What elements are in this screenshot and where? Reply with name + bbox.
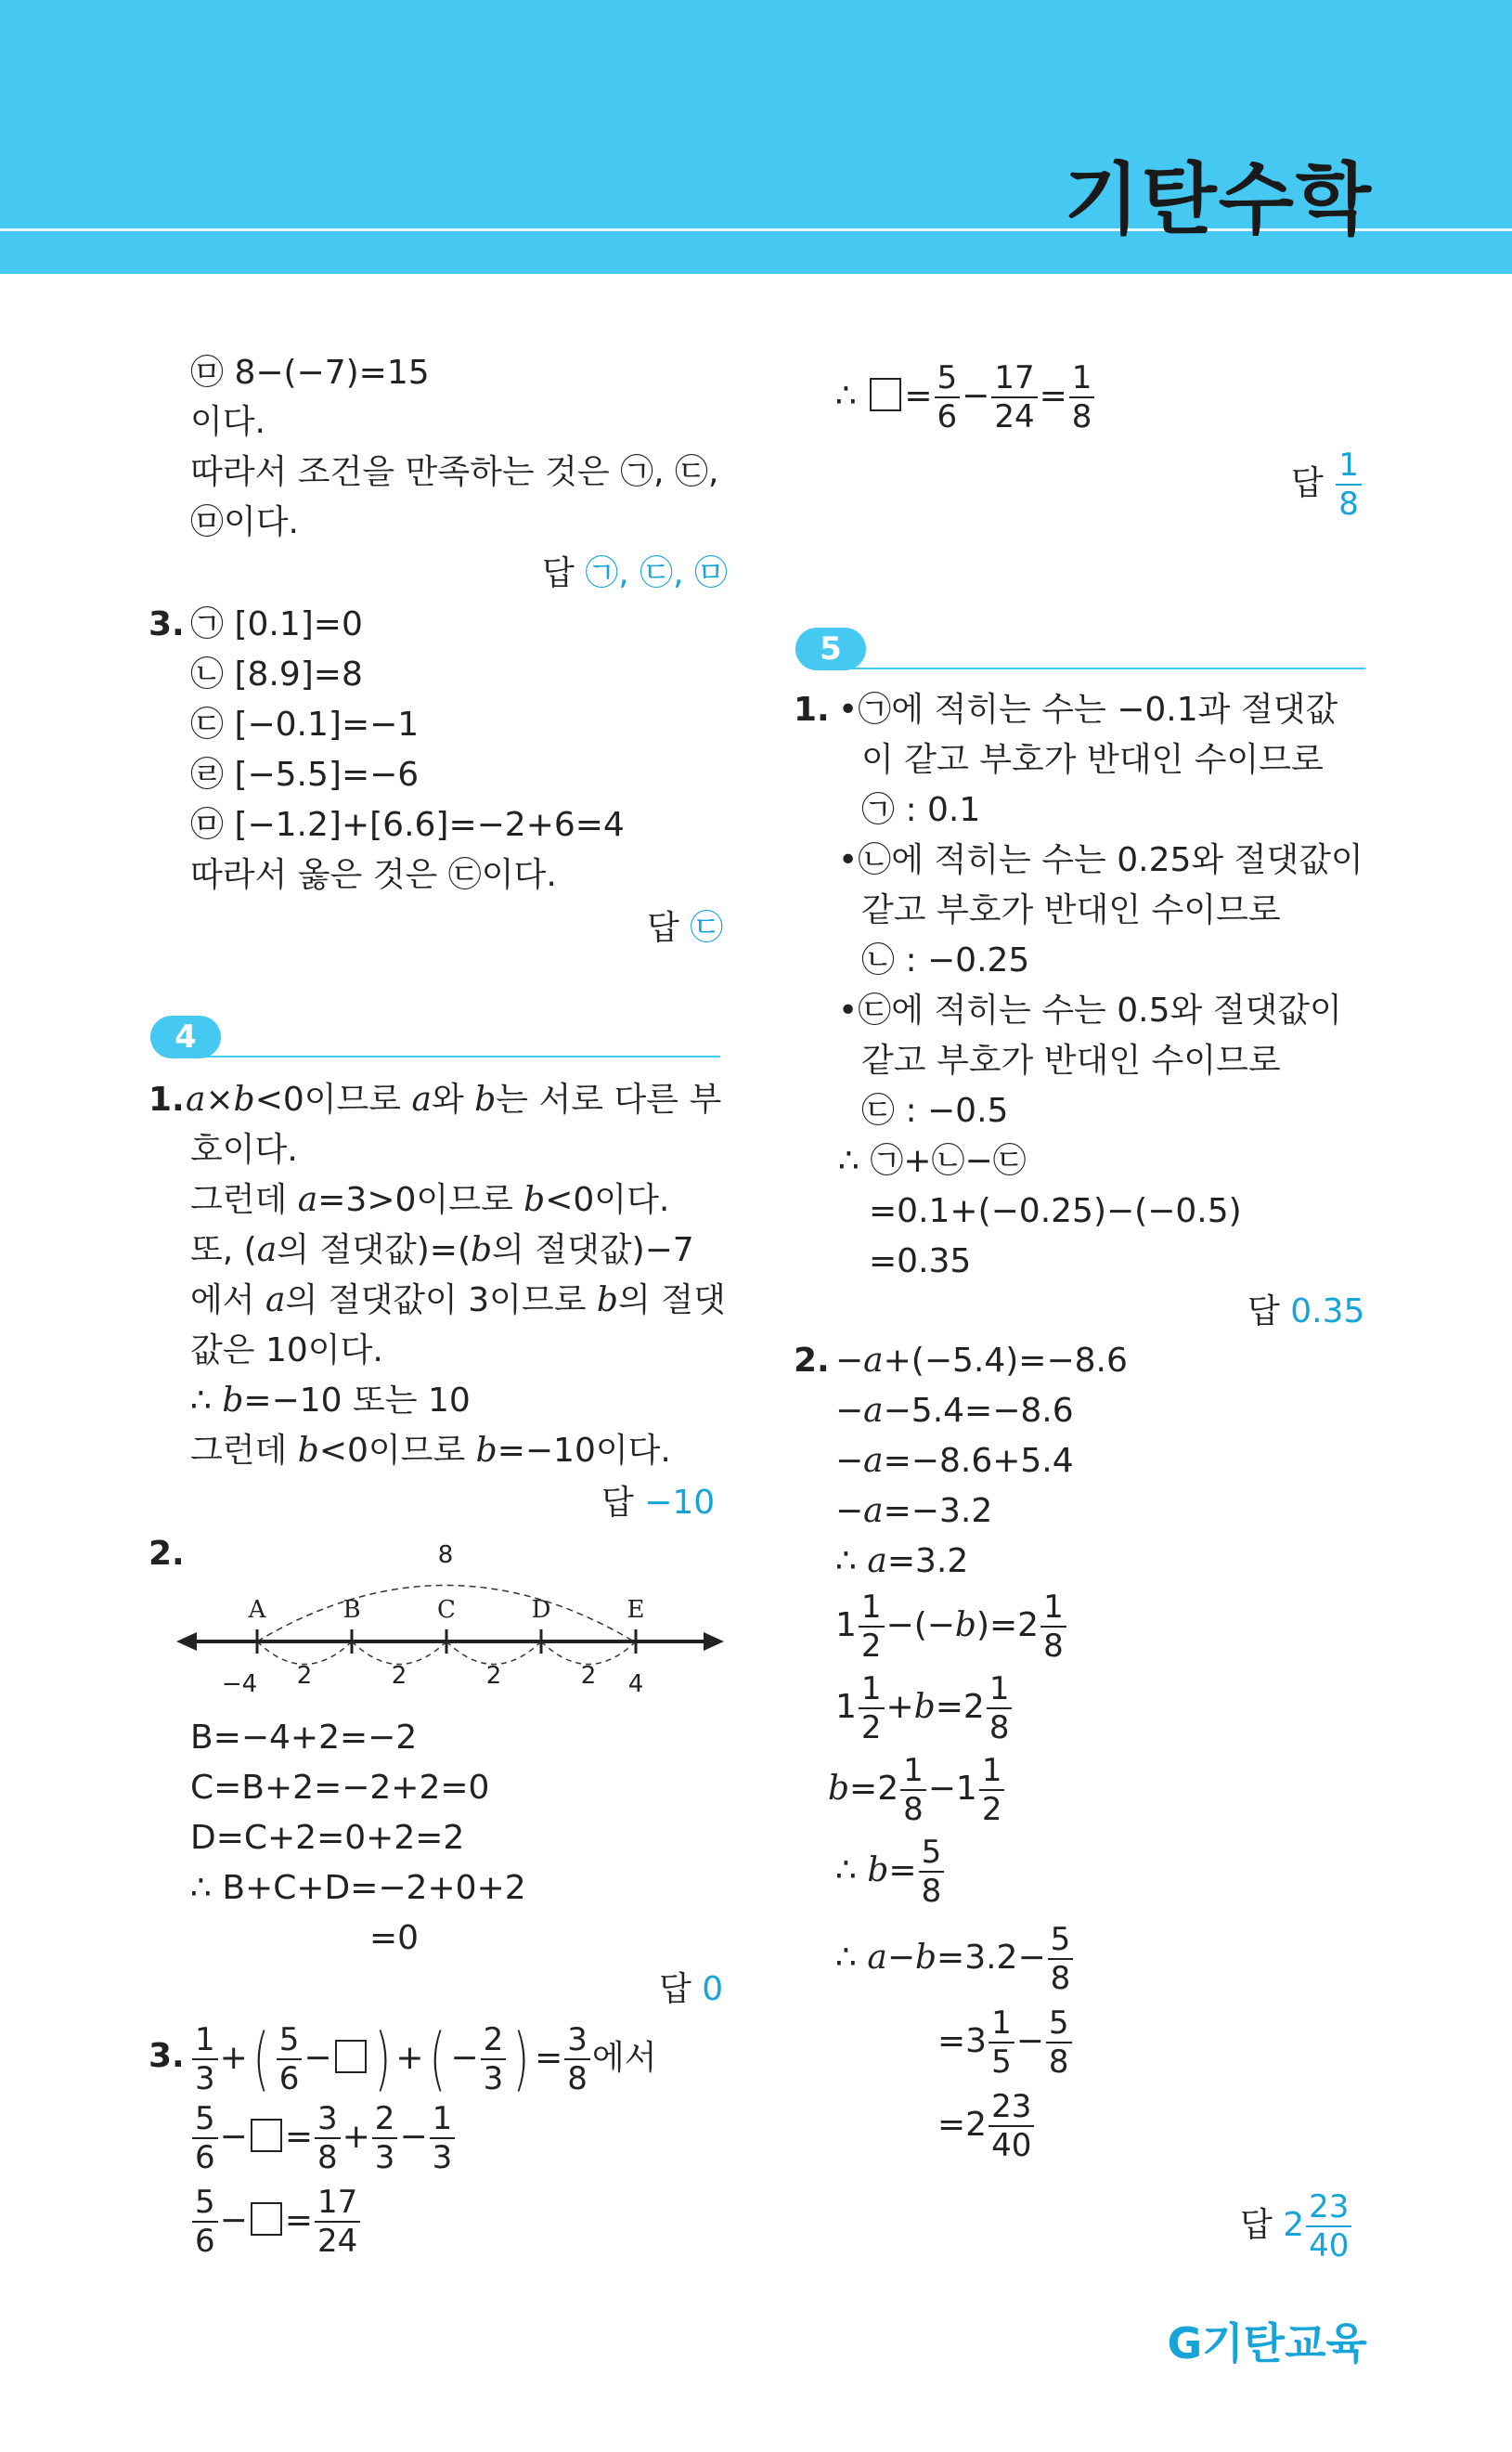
- text-line: •㉢에 적히는 수는 0.5와 절댓값이: [838, 992, 1342, 1030]
- text-line: ㉣ [−5.5]=−6: [190, 756, 420, 794]
- text-line: ㉠ : 0.1: [861, 791, 981, 829]
- answer-value: 2 $\frac{23}{40}$: [1283, 2206, 1353, 2244]
- gap-label: 2: [485, 1662, 502, 1690]
- text-line: −a=−8.6+5.4: [835, 1442, 1074, 1480]
- point-label: D: [531, 1596, 551, 1624]
- text-line: 따라서 조건을 만족하는 것은 ㉠, ㉢,: [190, 453, 719, 491]
- answer-line: [542, 553, 728, 594]
- equation-line: =2 $\frac{23}{40}$: [937, 2091, 1036, 2161]
- section-header-5: [795, 628, 1365, 670]
- equation-line: ∴ b= $\frac{5}{8}$: [835, 1836, 946, 1907]
- text-line: 같고 부호가 반대인 수이므로: [861, 1042, 1281, 1080]
- gap-arc: [541, 1641, 636, 1665]
- text-line: −a−5.4=−8.6: [835, 1392, 1074, 1430]
- text-line: 값은 10이다.: [190, 1331, 383, 1369]
- question-number: 1.: [149, 1081, 185, 1119]
- page-header: [0, 0, 1512, 274]
- equation-line: ∴ = $\frac{5}{6}$ − $\frac{17}{24}$ = $\frac{1}{8}$: [835, 362, 1096, 433]
- left-value: −4: [221, 1670, 258, 1698]
- text-line: 따라서 옳은 것은 ㉢이다.: [190, 856, 557, 894]
- text-line: ∴ b=−10 또는 10: [190, 1382, 471, 1420]
- question-number: 2.: [794, 1342, 830, 1380]
- text-line: =0: [369, 1919, 420, 1957]
- section-rule: [851, 668, 1365, 669]
- answer-label: 답: [1247, 1292, 1280, 1330]
- gap-arc: [446, 1641, 541, 1665]
- equation-line: =3 $\frac{1}{5}$ − $\frac{5}{8}$: [937, 2007, 1074, 2078]
- answer-label: 답: [601, 1484, 634, 1522]
- arrow-right-icon: [704, 1632, 724, 1651]
- answer-line: [1240, 2188, 1353, 2264]
- answer-line: [659, 1969, 723, 2010]
- section-number: 5: [795, 628, 866, 670]
- answer-label: 답: [647, 909, 679, 947]
- text-line: 이 같고 부호가 반대인 수이므로: [861, 741, 1324, 779]
- equation-line: 1 $\frac{1}{2}$ −(−b)=2 $\frac{1}{8}$: [835, 1591, 1068, 1662]
- text-line: ㉢ : −0.5: [861, 1092, 1009, 1130]
- answer-label: 답: [1291, 464, 1324, 502]
- text-line: D=C+2=0+2=2: [190, 1819, 465, 1857]
- gap-label: 2: [391, 1662, 407, 1690]
- equation-line: $\frac{5}{6}$ − = $\frac{17}{24}$: [190, 2186, 362, 2257]
- number-line-diagram: [176, 1537, 733, 1708]
- gap-arc: [257, 1641, 352, 1665]
- point-label: B: [342, 1596, 361, 1624]
- equation-line: ∴ a−b=3.2− $\frac{5}{8}$: [835, 1924, 1075, 1994]
- answer-line: [1247, 1291, 1364, 1332]
- text-line: 그런데 a=3>0이므로 b<0이다.: [190, 1181, 670, 1219]
- point-label: A: [248, 1596, 266, 1624]
- answer-label: 답: [659, 1970, 691, 2008]
- question-number: 2.: [149, 1535, 185, 1573]
- equation-line: $\frac{5}{6}$ − = $\frac{3}{8}$ + $\frac{2}{3}$ − $\frac{1}{3}$: [190, 2103, 457, 2173]
- text-line: •㉠에 적히는 수는 −0.1과 절댓값: [838, 691, 1338, 729]
- answer-value: 0: [702, 1970, 724, 2008]
- gap-arc: [352, 1641, 446, 1665]
- text-line: 호이다.: [190, 1131, 298, 1169]
- equation-line: b=2 $\frac{1}{8}$ −1 $\frac{1}{2}$: [828, 1755, 1006, 1825]
- text-line: ∴ a=3.2: [835, 1542, 969, 1580]
- text-line: −a+(−5.4)=−8.6: [835, 1342, 1128, 1380]
- text-line: ㉡ : −0.25: [861, 941, 1030, 980]
- answer-line: [1291, 447, 1363, 523]
- text-line: ㉤ 8−(−7)=15: [190, 354, 430, 392]
- equation-line: $\frac{1}{3}$ +( $\frac{5}{6}$ − ) +( − $\frac{2}{3}$ ) = $\frac{3}{8}$ 에서: [190, 2024, 656, 2095]
- text-line: ㉤ [−1.2]+[6.6]=−2+6=4: [190, 806, 625, 844]
- point-label: C: [437, 1596, 456, 1624]
- text-line: C=B+2=−2+2=0: [190, 1769, 490, 1807]
- section-rule: [206, 1056, 720, 1057]
- section-header-4: [150, 1016, 720, 1058]
- answer-value: ㉢: [690, 909, 724, 947]
- text-line: ∴ ㉠+㉡−㉢: [838, 1142, 1027, 1180]
- text-line: 또, (a의 절댓값)=(b의 절댓값)−7: [190, 1231, 694, 1269]
- point-label: E: [627, 1596, 645, 1624]
- right-value: 4: [627, 1670, 644, 1698]
- answer-value: −10: [644, 1484, 716, 1522]
- question-number: 3.: [149, 2037, 185, 2075]
- text-line: =0.35: [869, 1242, 972, 1280]
- text-line: ㉤이다.: [190, 503, 299, 541]
- gap-label: 2: [580, 1662, 597, 1690]
- text-line: ㉠ [0.1]=0: [190, 605, 363, 643]
- text-line: ∴ B+C+D=−2+0+2: [190, 1869, 526, 1907]
- text-line: a×b<0이므로 a와 b는 서로 다른 부: [186, 1081, 722, 1119]
- text-line: 이다.: [190, 403, 265, 441]
- answer-value: 0.35: [1290, 1292, 1365, 1330]
- text-line: •㉡에 적히는 수는 0.25와 절댓값이: [838, 841, 1363, 879]
- span-label: 8: [437, 1541, 454, 1569]
- arrow-left-icon: [176, 1632, 197, 1651]
- text-line: ㉡ [8.9]=8: [190, 655, 363, 694]
- answer-line: [647, 908, 723, 949]
- question-number: 1.: [794, 691, 830, 729]
- text-line: ㉢ [−0.1]=−1: [190, 706, 420, 744]
- answer-label: 답: [542, 554, 575, 592]
- text-line: =0.1+(−0.25)−(−0.5): [869, 1192, 1242, 1230]
- answer-value: $\frac{1}{8}$: [1336, 449, 1362, 520]
- brand-logo: 기탄수학: [1064, 154, 1373, 245]
- answer-value: ㉠, ㉢, ㉤: [585, 554, 729, 592]
- question-number: 3.: [149, 605, 185, 643]
- section-number: 4: [150, 1016, 221, 1058]
- equation-line: 1 $\frac{1}{2}$ +b=2 $\frac{1}{8}$: [835, 1673, 1014, 1744]
- answer-line: [601, 1483, 715, 1524]
- text-line: 에서 a의 절댓값이 3이므로 b의 절댓: [190, 1281, 726, 1319]
- text-line: B=−4+2=−2: [190, 1719, 418, 1757]
- publisher-logo: G기탄교육: [1167, 2318, 1367, 2368]
- answer-label: 답: [1240, 2206, 1273, 2244]
- text-line: 같고 부호가 반대인 수이므로: [861, 891, 1281, 929]
- gap-label: 2: [296, 1662, 313, 1690]
- text-line: −a=−3.2: [835, 1492, 993, 1530]
- text-line: 그런데 b<0이므로 b=−10이다.: [190, 1432, 671, 1470]
